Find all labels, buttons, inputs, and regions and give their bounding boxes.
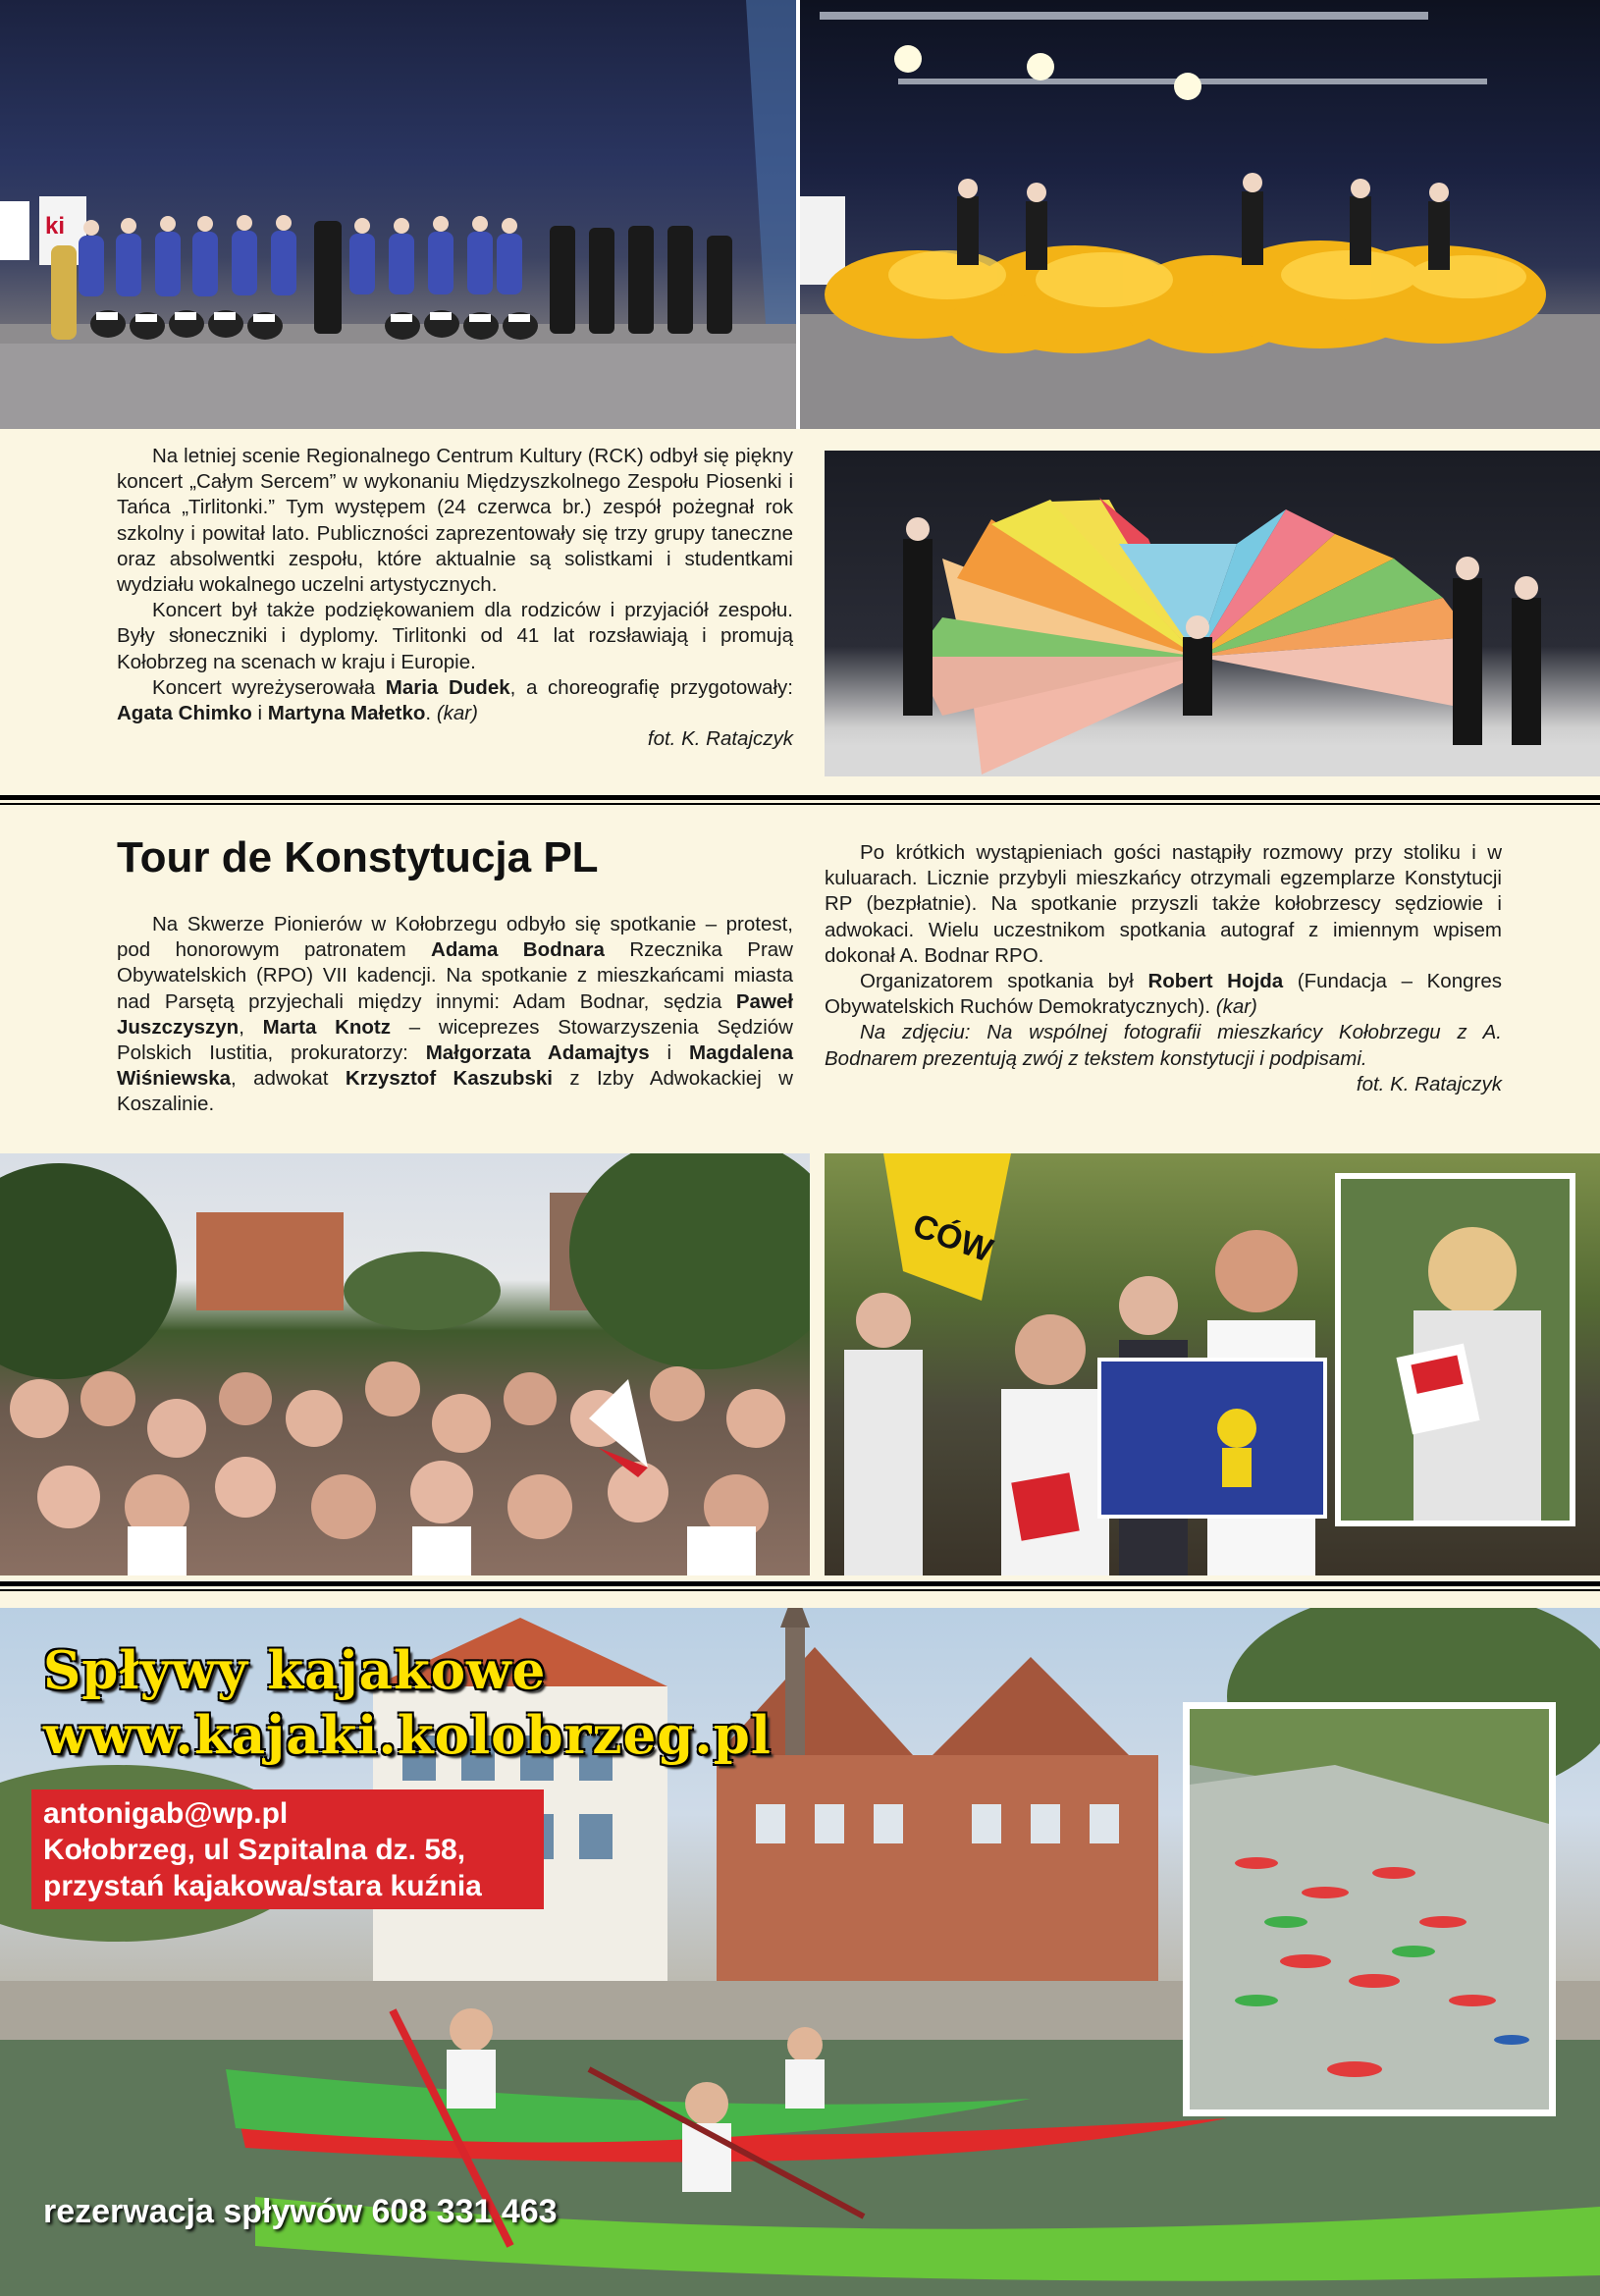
crowd-photo [0, 1153, 810, 1575]
ad-location: przystań kajakowa/stara kuźnia [43, 1870, 482, 1902]
text-run: , a choreografię przygotowały: [509, 675, 793, 699]
text-run: Rzecznika Praw Obywatelskich (RPO) VII kadencji. Na spotkanie z mieszkańcami miasta nad Parsętą przyjechali między innymi: Adam Bodnar, sędzia [117, 938, 793, 1013]
article1-body [117, 444, 793, 752]
bold-name: Agata Chimko [117, 702, 252, 725]
ad-rule-top [0, 1581, 1600, 1586]
event-photo-bodnar [825, 1153, 1600, 1575]
article2-right-paragraph [825, 969, 1502, 1020]
text-run: Organizatorem spotkania był [860, 970, 1148, 993]
text-run: , adwokat [231, 1067, 346, 1091]
concert-photo-stage-left [0, 0, 796, 429]
text-run: Na Skwerze Pionierów w Kołobrzegu odbyło się spotkanie – protest, pod honorowym patronatem [117, 913, 793, 962]
bold-name: Martyna Małetko [267, 702, 426, 725]
bold-name: Marta Knotz [262, 1015, 392, 1039]
photo-credit: fot. K. Ratajczyk [1356, 1072, 1502, 1095]
flag-text: CÓW [908, 1206, 998, 1270]
ad-address: Kołobrzeg, ul Szpitalna dz. 58, [43, 1834, 466, 1866]
photo-credit: fot. K. Ratajczyk [647, 727, 793, 751]
ad-website-link[interactable]: www.kajaki.kolobrzeg.pl [43, 1705, 772, 1766]
article2-left-paragraph [117, 912, 793, 1118]
text-run: – wiceprezes Stowarzyszenia Sędziów Polskich Iustitia, prokuratorzy: [117, 1015, 793, 1065]
bold-name: Małgorzata Adamajtys [425, 1041, 650, 1065]
text-run: Koncert wyreżyserowała [152, 675, 386, 699]
text-run: Po krótkich wystąpieniach gości nastąpiły rozmowy przy stoliku i w kuluarach. Licznie przybyli mieszkańcy otrzymali egzemplarze Konstytucji RP (bezpłatnie). Na spotkanie przyszli także kołobrzescy sędziowie i adwokaci. Wielu uczestnikom spotkania autograf z imiennym wpisem dokonał A. Bodnar RPO. [825, 841, 1502, 967]
ad-title-line1: Spływy kajakowe [43, 1640, 547, 1701]
bold-name: Krzysztof Kaszubski [345, 1067, 553, 1091]
article1-paragraph [117, 598, 793, 675]
text-run: (Fundacja – Kongres Obywatelskich Ruchów Demokratycznych). [825, 970, 1502, 1019]
section-rule-top [0, 795, 1600, 800]
ad-title [43, 1638, 772, 1768]
article1-paragraph [117, 444, 793, 598]
ad-rule-bottom [0, 1589, 1600, 1591]
bold-name: Paweł Juszczyszyn [117, 989, 793, 1039]
italic-note: (kar) [436, 702, 478, 725]
concert-photo-yellow-dancers [800, 0, 1600, 429]
article2-body-left [117, 912, 793, 1118]
article2-right-paragraph [825, 840, 1502, 969]
text-run: i [251, 702, 268, 725]
italic-note: (kar) [1215, 995, 1257, 1019]
text-run: i [649, 1041, 690, 1065]
article2-body-right [825, 840, 1502, 1097]
text-run: , [239, 1015, 263, 1039]
article1-paragraph [117, 675, 793, 726]
text-run: z Izby Adwokackiej w Koszalinie. [117, 1067, 793, 1116]
section-rule-bottom [0, 803, 1600, 805]
ad-contact-box [31, 1789, 544, 1909]
concert-photo-rainbow-fabric [825, 451, 1600, 776]
bold-name: Magdalena Wiśniewska [117, 1041, 793, 1091]
text-run: Na letniej scenie Regionalnego Centrum Kultury (RCK) odbył się piękny koncert „Całym Sercem” w wykonaniu Międzyszkolnego Zespołu Piosenki i Tańca „Tirlitonki.” Tym występem (24 czerwca br.) zespół pożegnał rok szkolny i powitał lato. Publiczności zaprezentowały się trzy grupy taneczne oraz absolwentki zespołu, które aktualnie są solistkami i studentkami wydziału wokalnego uczelni artystycznych. [117, 445, 793, 597]
photo-caption: Na zdjęciu: Na wspólnej fotografii mieszkańcy Kołobrzegu z A. Bodnarem prezentują zwój z tekstem konstytucji i podpisami. [825, 1021, 1502, 1070]
bold-name: Maria Dudek [385, 675, 510, 699]
text-run: . [425, 702, 437, 725]
bold-name: Robert Hojda [1147, 970, 1284, 993]
ad-email[interactable]: antonigab@wp.pl [43, 1797, 289, 1830]
bold-name: Adama Bodnara [431, 938, 605, 962]
stage-banner-text: ki [45, 213, 66, 240]
article2-title: Tour de Konstytucja PL [117, 833, 599, 881]
text-run: Koncert był także podziękowaniem dla rodziców i przyjaciół zespołu. Były słoneczniki i dyplomy. Tirlitonki od 41 lat rozsławiają i promują Kołobrzeg na scenach w kraju i Europie. [117, 599, 793, 673]
ad-reservation-phone: rezerwacja spływów 608 331 463 [43, 2193, 558, 2230]
